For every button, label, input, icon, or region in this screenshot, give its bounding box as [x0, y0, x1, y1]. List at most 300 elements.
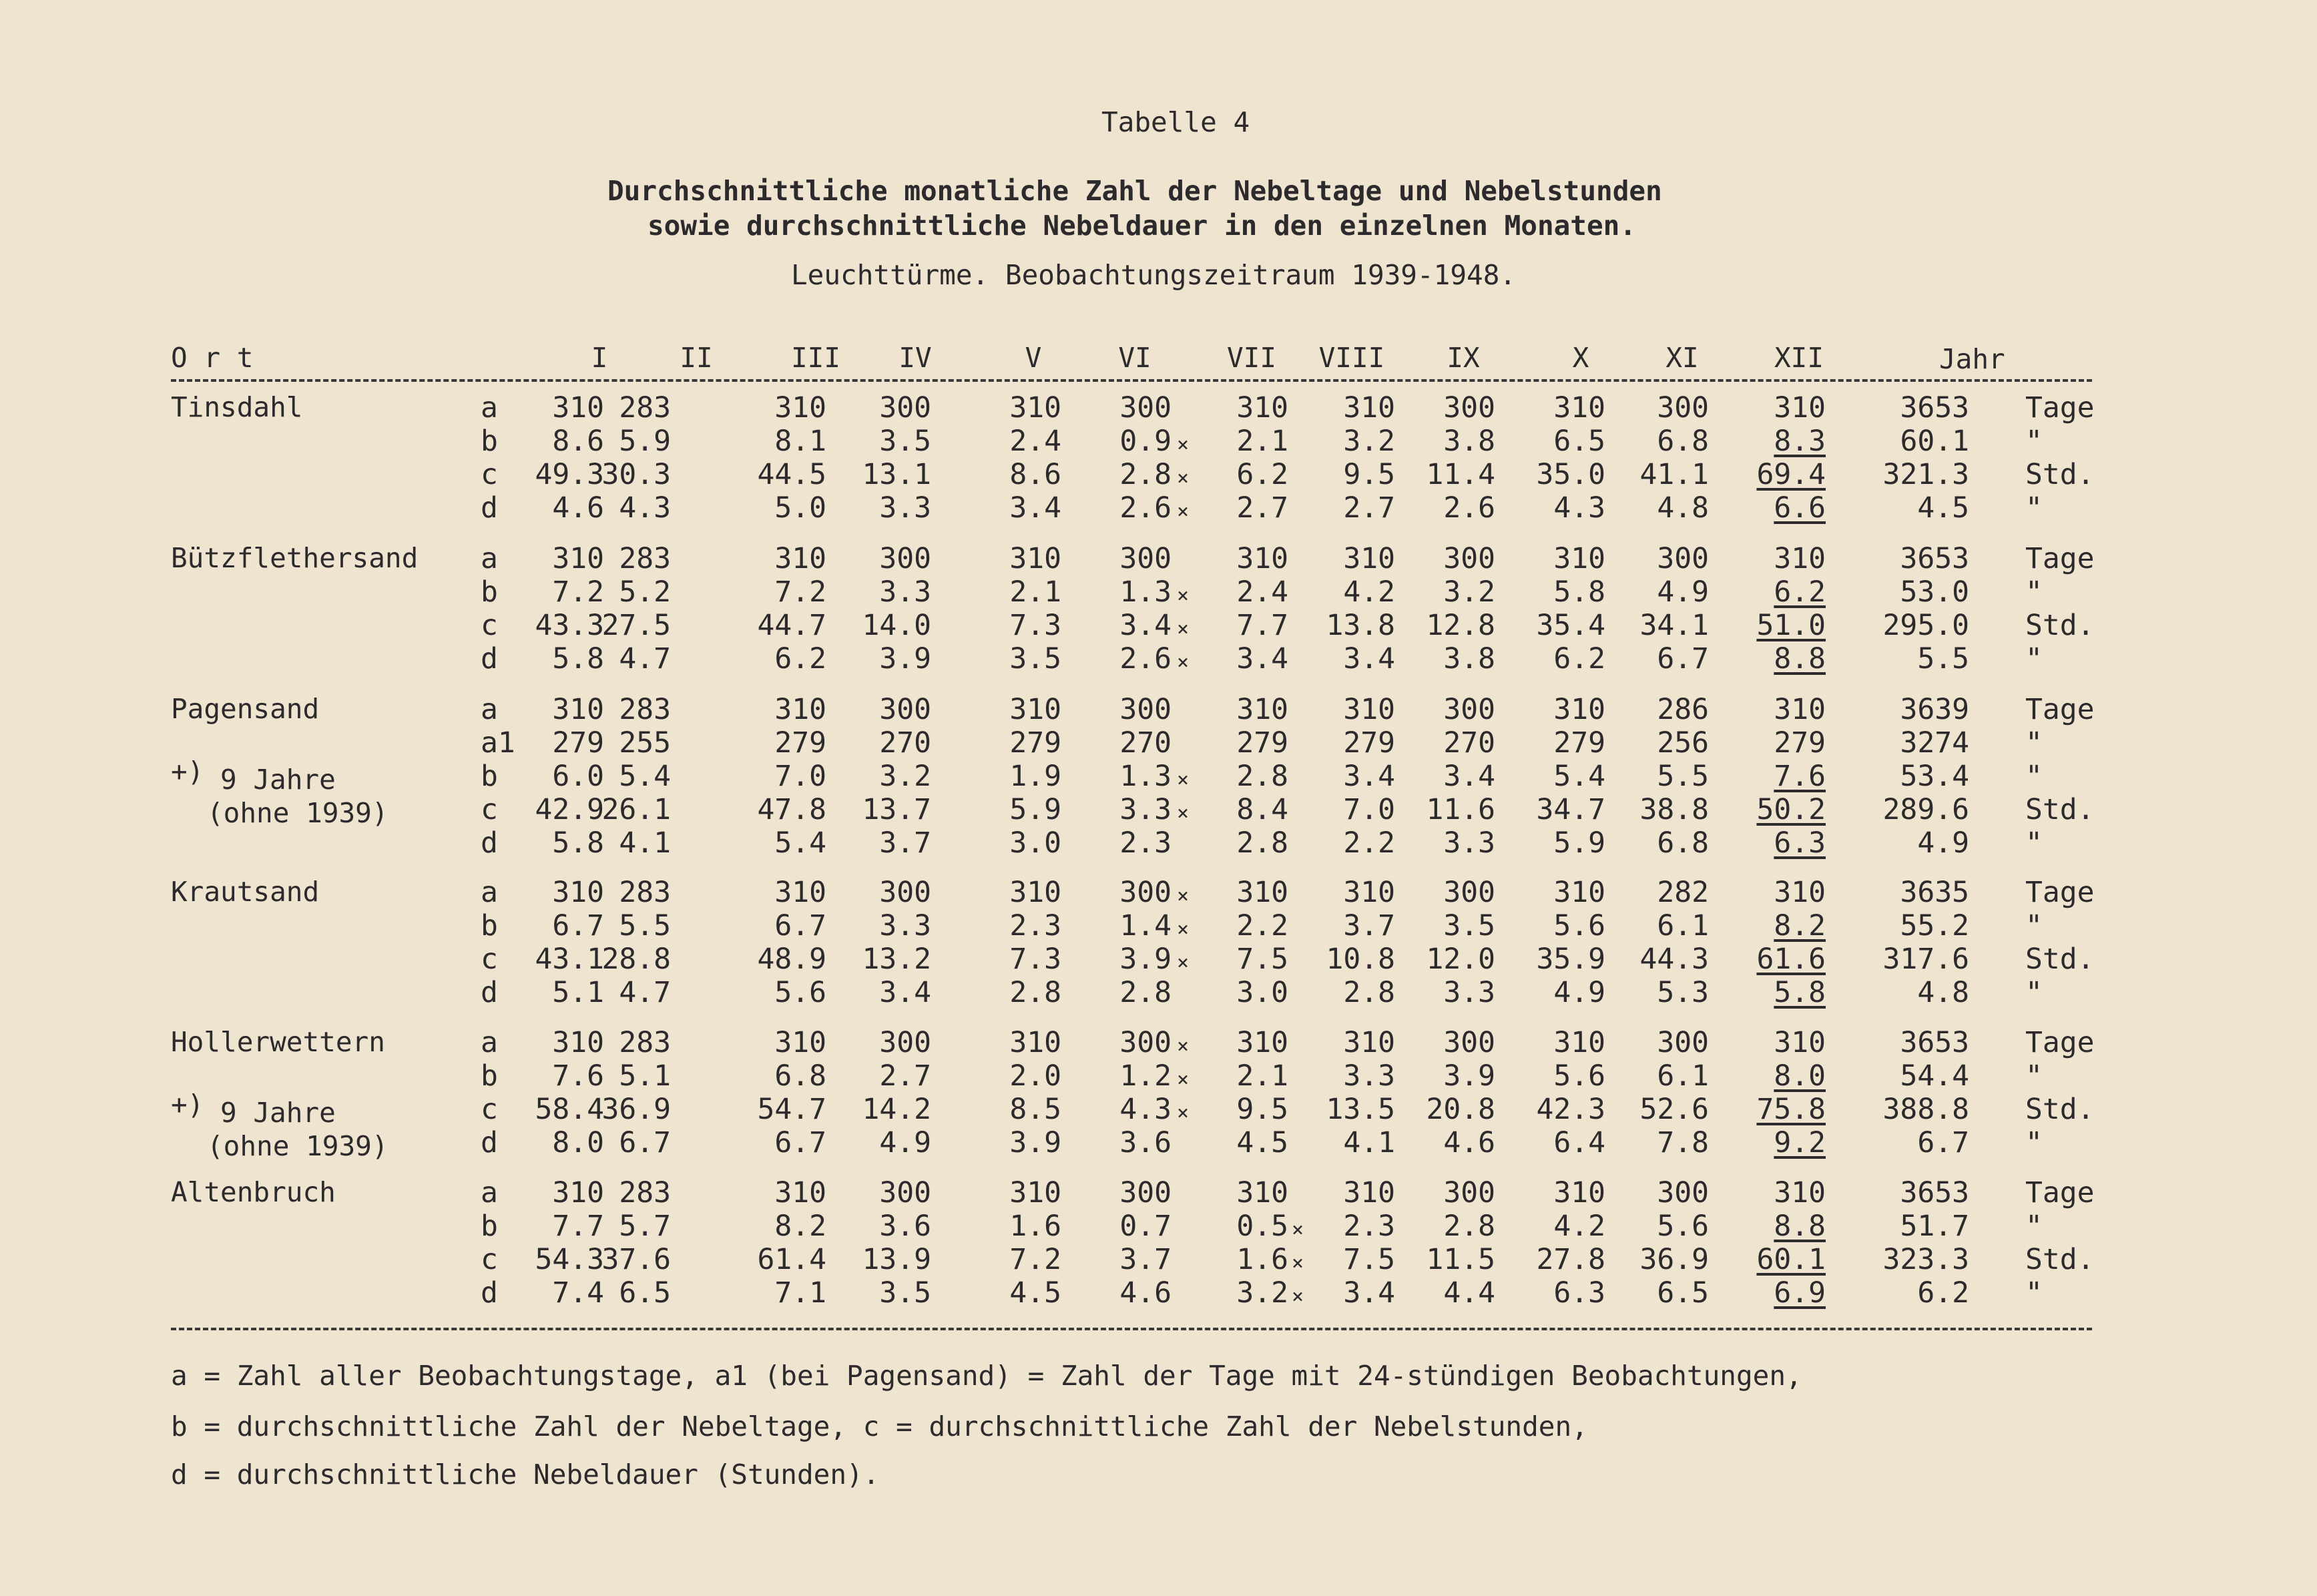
table-cell: 310	[774, 1176, 826, 1210]
year-unit: "	[2025, 575, 2043, 609]
year-unit: "	[2025, 726, 2043, 760]
table-cell: 279	[774, 726, 826, 760]
table-cell: 5.5	[619, 909, 671, 943]
table-cell: 13.1	[862, 458, 931, 491]
year-unit: "	[2025, 642, 2043, 676]
table-cell: 279	[1343, 726, 1395, 760]
annotation-mark: ×	[1177, 500, 1190, 523]
table-cell: 300	[1119, 1026, 1172, 1059]
annotation-mark: ×	[1177, 1068, 1190, 1091]
table-cell: 300	[879, 1176, 931, 1210]
table-cell: 310	[1774, 876, 1826, 909]
table-cell: 7.6	[552, 1059, 604, 1093]
table-cell: 30.3	[601, 458, 671, 491]
table-cell: 27.5	[601, 609, 671, 642]
table-cell: 310	[1236, 1176, 1288, 1210]
table-cell: 2.7	[879, 1059, 931, 1093]
table-cell: 2.3	[1009, 909, 1061, 943]
year-total: 3274	[1900, 726, 1969, 760]
table-cell: 20.8	[1426, 1093, 1495, 1126]
table-cell: 256	[1657, 726, 1709, 760]
table-cell: 6.1	[1657, 909, 1709, 943]
year-unit: Tage	[2025, 876, 2095, 909]
table-cell: 27.8	[1536, 1243, 1605, 1276]
table-cell: 310	[552, 391, 604, 425]
table-cell: 310	[552, 542, 604, 575]
table-cell: 8.2	[774, 1210, 826, 1243]
annotation-mark: ×	[1292, 1218, 1304, 1242]
annotation-mark: ×	[1177, 802, 1190, 825]
table-cell: 7.3	[1009, 609, 1061, 642]
table-cell: 300	[879, 693, 931, 726]
table-cell: 2.2	[1343, 826, 1395, 860]
table-cell: 310	[1774, 1176, 1826, 1210]
table-cell: 6.7	[1657, 642, 1709, 676]
table-cell: 37.6	[601, 1243, 671, 1276]
table-cell: 1.2	[1119, 1059, 1172, 1093]
year-unit: "	[2025, 1210, 2043, 1243]
annotation-mark: ×	[1177, 951, 1190, 975]
table-cell: 310	[1236, 542, 1288, 575]
table-cell: 6.7	[552, 909, 604, 943]
table-cell: 310	[774, 693, 826, 726]
annotation-mark: ×	[1177, 768, 1190, 792]
station-name: Altenbruch	[171, 1176, 336, 1208]
table-cell: 13.7	[862, 793, 931, 826]
table-cell: 6.7	[774, 909, 826, 943]
table-cell: 310	[1774, 391, 1826, 425]
table-cell: 5.9	[1009, 793, 1061, 826]
table-cell: 6.2	[1553, 642, 1605, 676]
table-cell: 3.3	[1443, 976, 1495, 1009]
year-total: 53.4	[1900, 760, 1969, 793]
table-cell: 279	[1553, 726, 1605, 760]
year-total: 6.7	[1917, 1126, 1969, 1159]
table-cell: 310	[1343, 542, 1395, 575]
year-unit: Std.	[2025, 609, 2095, 642]
table-cell: 310	[552, 1176, 604, 1210]
table-cell: 300	[879, 876, 931, 909]
table-title-line-1: Durchschnittliche monatliche Zahl der Nebeltage und Nebelstunden	[607, 175, 1662, 207]
table-cell: 3.9	[1009, 1126, 1061, 1159]
table-cell: 310	[1009, 1026, 1061, 1059]
year-unit: Tage	[2025, 542, 2095, 575]
table-cell: 310	[1553, 693, 1605, 726]
table-cell: 11.6	[1426, 793, 1495, 826]
station-name: Tinsdahl	[171, 391, 303, 423]
table-cell: 58.4	[535, 1093, 604, 1126]
table-cell: 3.2	[1236, 1276, 1288, 1310]
table-cell: 4.3	[1553, 491, 1605, 525]
table-cell: 51.0	[1756, 609, 1826, 642]
table-cell: 3.5	[1443, 909, 1495, 943]
table-cell: 49.3	[535, 458, 604, 491]
table-cell: 4.6	[1119, 1276, 1172, 1310]
column-header-month: VII	[1226, 342, 1277, 374]
station-name: Krautsand	[171, 876, 320, 908]
table-cell: 44.7	[757, 609, 826, 642]
table-cell: 310	[1236, 693, 1288, 726]
table-cell: 310	[552, 693, 604, 726]
table-cell: 4.2	[1343, 575, 1395, 609]
year-total: 54.4	[1900, 1059, 1969, 1093]
table-cell: 5.4	[619, 760, 671, 793]
table-cell: 310	[1343, 1176, 1395, 1210]
column-header-month: V	[1025, 342, 1042, 374]
table-cell: 4.7	[619, 642, 671, 676]
table-cell: 2.8	[1443, 1210, 1495, 1243]
row-key: a	[481, 391, 498, 425]
table-cell: 283	[619, 1176, 671, 1210]
table-cell: 310	[1553, 1176, 1605, 1210]
table-cell: 8.5	[1009, 1093, 1061, 1126]
table-cell: 2.7	[1343, 491, 1395, 525]
station-note-line-2: (ohne 1939)	[207, 797, 389, 829]
row-key: c	[481, 1093, 498, 1126]
table-cell: 6.5	[619, 1276, 671, 1310]
year-unit: Tage	[2025, 1026, 2095, 1059]
table-cell: 5.6	[1553, 1059, 1605, 1093]
station-note-marker: +)	[171, 1089, 204, 1121]
year-total: 3653	[1900, 1176, 1969, 1210]
table-cell: 48.9	[757, 943, 826, 976]
year-unit: "	[2025, 1059, 2043, 1093]
station-note-line-1: 9 Jahre	[220, 1097, 336, 1129]
row-key: b	[481, 425, 498, 458]
year-total: 4.5	[1917, 491, 1969, 525]
table-cell: 5.8	[1553, 575, 1605, 609]
year-unit: Tage	[2025, 391, 2095, 425]
table-cell: 300	[1119, 1176, 1172, 1210]
row-key: c	[481, 458, 498, 491]
year-total: 323.3	[1882, 1243, 1969, 1276]
row-key: b	[481, 575, 498, 609]
year-unit: Std.	[2025, 458, 2095, 491]
table-cell: 5.6	[1657, 1210, 1709, 1243]
table-cell: 6.7	[619, 1126, 671, 1159]
year-unit: Std.	[2025, 793, 2095, 826]
table-cell: 5.5	[1657, 760, 1709, 793]
table-cell: 2.8	[1119, 976, 1172, 1009]
table-cell: 14.2	[862, 1093, 931, 1126]
table-cell: 7.2	[774, 575, 826, 609]
table-cell: 5.1	[552, 976, 604, 1009]
table-cell: 310	[1553, 1026, 1605, 1059]
row-key: b	[481, 1059, 498, 1093]
year-unit: Std.	[2025, 1243, 2095, 1276]
table-cell: 50.2	[1756, 793, 1826, 826]
table-cell: 4.7	[619, 976, 671, 1009]
table-cell: 310	[774, 542, 826, 575]
table-cell: 8.2	[1774, 909, 1826, 943]
table-cell: 3.4	[1119, 609, 1172, 642]
table-cell: 300	[1657, 542, 1709, 575]
table-cell: 300	[1119, 876, 1172, 909]
table-cell: 2.6	[1443, 491, 1495, 525]
year-unit: "	[2025, 1276, 2043, 1310]
table-cell: 7.2	[552, 575, 604, 609]
column-header-month: VIII	[1318, 342, 1385, 374]
table-cell: 2.8	[1009, 976, 1061, 1009]
table-cell: 8.3	[1774, 425, 1826, 458]
row-key: c	[481, 609, 498, 642]
table-cell: 7.5	[1343, 1243, 1395, 1276]
row-key: a	[481, 1026, 498, 1059]
table-cell: 310	[1009, 542, 1061, 575]
annotation-mark: ×	[1177, 1035, 1190, 1058]
table-cell: 5.6	[774, 976, 826, 1009]
year-unit: "	[2025, 1126, 2043, 1159]
table-cell: 2.4	[1009, 425, 1061, 458]
table-cell: 44.5	[757, 458, 826, 491]
table-cell: 7.3	[1009, 943, 1061, 976]
table-cell: 8.6	[552, 425, 604, 458]
column-header-month: X	[1572, 342, 1589, 374]
table-cell: 310	[1553, 542, 1605, 575]
table-cell: 7.7	[1236, 609, 1288, 642]
table-cell: 14.0	[862, 609, 931, 642]
table-cell: 3.2	[879, 760, 931, 793]
row-key: d	[481, 976, 498, 1009]
table-cell: 52.6	[1639, 1093, 1709, 1126]
table-cell: 3.3	[879, 491, 931, 525]
year-unit: Std.	[2025, 943, 2095, 976]
table-cell: 3.2	[1443, 575, 1495, 609]
table-cell: 3.4	[1236, 642, 1288, 676]
table-cell: 3.7	[1343, 909, 1395, 943]
table-cell: 4.1	[619, 826, 671, 860]
table-cell: 300	[879, 542, 931, 575]
legend-line-1: a = Zahl aller Beobachtungstage, a1 (bei Pagensand) = Zahl der Tage mit 24-stündigen Beobachtungen,	[171, 1360, 1802, 1392]
row-key: b	[481, 909, 498, 943]
year-total: 60.1	[1900, 425, 1969, 458]
table-cell: 310	[1553, 876, 1605, 909]
year-total: 6.2	[1917, 1276, 1969, 1310]
table-cell: 5.1	[619, 1059, 671, 1093]
table-cell: 5.8	[552, 826, 604, 860]
table-cell: 4.3	[1119, 1093, 1172, 1126]
annotation-mark: ×	[1177, 884, 1190, 908]
table-cell: 300	[1119, 542, 1172, 575]
table-cell: 300	[1657, 391, 1709, 425]
year-total: 55.2	[1900, 909, 1969, 943]
column-header-month: XI	[1665, 342, 1699, 374]
row-key: a	[481, 876, 498, 909]
table-cell: 3.5	[1009, 642, 1061, 676]
table-cell: 61.6	[1756, 943, 1826, 976]
table-cell: 3.0	[1236, 976, 1288, 1009]
table-cell: 300	[879, 1026, 931, 1059]
table-cell: 7.7	[552, 1210, 604, 1243]
row-key: d	[481, 491, 498, 525]
table-cell: 3.4	[1009, 491, 1061, 525]
table-cell: 300	[1443, 1176, 1495, 1210]
table-cell: 3.9	[879, 642, 931, 676]
year-total: 317.6	[1882, 943, 1969, 976]
annotation-mark: ×	[1177, 584, 1190, 607]
table-cell: 3.6	[1119, 1126, 1172, 1159]
table-cell: 310	[1774, 693, 1826, 726]
table-cell: 4.9	[1657, 575, 1709, 609]
header-rule	[171, 379, 2092, 382]
table-cell: 11.4	[1426, 458, 1495, 491]
table-cell: 300	[1119, 693, 1172, 726]
year-total: 5.5	[1917, 642, 1969, 676]
table-cell: 300	[1119, 391, 1172, 425]
year-total: 3653	[1900, 391, 1969, 425]
legend-line-3: d = durchschnittliche Nebeldauer (Stunden).	[171, 1458, 880, 1491]
table-cell: 7.8	[1657, 1126, 1709, 1159]
table-cell: 6.5	[1553, 425, 1605, 458]
table-cell: 300	[1443, 876, 1495, 909]
year-unit: "	[2025, 760, 2043, 793]
table-cell: 3.5	[879, 425, 931, 458]
table-cell: 270	[1119, 726, 1172, 760]
table-cell: 3.9	[1443, 1059, 1495, 1093]
table-cell: 60.1	[1756, 1243, 1826, 1276]
table-cell: 34.1	[1639, 609, 1709, 642]
table-cell: 3.3	[1443, 826, 1495, 860]
table-cell: 35.0	[1536, 458, 1605, 491]
table-cell: 2.8	[1236, 760, 1288, 793]
table-cell: 54.3	[535, 1243, 604, 1276]
table-cell: 279	[552, 726, 604, 760]
year-unit: Std.	[2025, 1093, 2095, 1126]
annotation-mark: ×	[1292, 1252, 1304, 1275]
row-key: b	[481, 1210, 498, 1243]
bottom-rule	[171, 1328, 2092, 1330]
row-key: c	[481, 943, 498, 976]
table-cell: 0.7	[1119, 1210, 1172, 1243]
table-cell: 5.9	[619, 425, 671, 458]
table-cell: 3.4	[1343, 760, 1395, 793]
table-cell: 7.0	[774, 760, 826, 793]
column-header-month: I	[591, 342, 608, 374]
table-cell: 283	[619, 1026, 671, 1059]
table-cell: 6.5	[1657, 1276, 1709, 1310]
table-cell: 3.3	[1119, 793, 1172, 826]
station-name: Pagensand	[171, 693, 320, 725]
table-cell: 6.2	[774, 642, 826, 676]
table-cell: 6.0	[552, 760, 604, 793]
year-unit: "	[2025, 491, 2043, 525]
row-key: a	[481, 1176, 498, 1210]
table-cell: 300	[1657, 1026, 1709, 1059]
table-cell: 42.3	[1536, 1093, 1605, 1126]
station-note-marker: +)	[171, 756, 204, 788]
table-cell: 4.9	[879, 1126, 931, 1159]
table-cell: 5.8	[1774, 976, 1826, 1009]
table-cell: 35.9	[1536, 943, 1605, 976]
year-total: 388.8	[1882, 1093, 1969, 1126]
table-cell: 310	[1009, 391, 1061, 425]
table-cell: 2.3	[1343, 1210, 1395, 1243]
table-cell: 2.8	[1119, 458, 1172, 491]
table-cell: 12.0	[1426, 943, 1495, 976]
table-cell: 283	[619, 542, 671, 575]
table-cell: 7.5	[1236, 943, 1288, 976]
table-cell: 36.9	[1639, 1243, 1709, 1276]
annotation-mark: ×	[1177, 918, 1190, 941]
table-cell: 1.6	[1236, 1243, 1288, 1276]
table-cell: 6.7	[774, 1126, 826, 1159]
table-cell: 8.6	[1009, 458, 1061, 491]
table-cell: 43.3	[535, 609, 604, 642]
table-cell: 7.1	[774, 1276, 826, 1310]
station-name: Bützflethersand	[171, 542, 419, 574]
row-key: c	[481, 793, 498, 826]
annotation-mark: ×	[1177, 433, 1190, 457]
table-title-line-2: sowie durchschnittliche Nebeldauer in den einzelnen Monaten.	[648, 210, 1637, 242]
table-cell: 3.7	[879, 826, 931, 860]
year-total: 295.0	[1882, 609, 1969, 642]
table-cell: 61.4	[757, 1243, 826, 1276]
table-cell: 6.1	[1657, 1059, 1709, 1093]
table-cell: 75.8	[1756, 1093, 1826, 1126]
table-cell: 4.6	[552, 491, 604, 525]
table-cell: 13.8	[1326, 609, 1395, 642]
table-cell: 310	[552, 876, 604, 909]
year-unit: "	[2025, 425, 2043, 458]
table-cell: 300	[1443, 391, 1495, 425]
table-cell: 310	[1343, 391, 1395, 425]
table-cell: 3.8	[1443, 425, 1495, 458]
annotation-mark: ×	[1177, 617, 1190, 641]
table-cell: 5.7	[619, 1210, 671, 1243]
table-cell: 43.1	[535, 943, 604, 976]
row-key: d	[481, 826, 498, 860]
table-cell: 4.3	[619, 491, 671, 525]
table-cell: 1.6	[1009, 1210, 1061, 1243]
table-cell: 10.8	[1326, 943, 1395, 976]
table-cell: 9.2	[1774, 1126, 1826, 1159]
table-cell: 5.2	[619, 575, 671, 609]
table-cell: 283	[619, 693, 671, 726]
row-key: a	[481, 693, 498, 726]
table-cell: 1.3	[1119, 575, 1172, 609]
table-cell: 310	[1774, 542, 1826, 575]
table-cell: 9.5	[1236, 1093, 1288, 1126]
table-cell: 8.8	[1774, 642, 1826, 676]
table-cell: 0.9	[1119, 425, 1172, 458]
table-cell: 7.6	[1774, 760, 1826, 793]
table-cell: 3.6	[879, 1210, 931, 1243]
table-number: Tabelle 4	[1101, 106, 1250, 138]
table-cell: 300	[1657, 1176, 1709, 1210]
table-cell: 300	[1443, 542, 1495, 575]
table-cell: 4.5	[1009, 1276, 1061, 1310]
table-cell: 6.3	[1774, 826, 1826, 860]
year-total: 3635	[1900, 876, 1969, 909]
table-cell: 5.4	[1553, 760, 1605, 793]
row-key: a1	[481, 726, 515, 760]
table-cell: 6.8	[1657, 425, 1709, 458]
table-cell: 5.8	[552, 642, 604, 676]
table-subtitle: Leuchttürme. Beobachtungszeitraum 1939-1948.	[791, 259, 1517, 291]
table-cell: 5.3	[1657, 976, 1709, 1009]
table-cell: 4.1	[1343, 1126, 1395, 1159]
table-cell: 5.4	[774, 826, 826, 860]
table-cell: 28.8	[601, 943, 671, 976]
table-cell: 11.5	[1426, 1243, 1495, 1276]
row-key: a	[481, 542, 498, 575]
table-cell: 6.8	[774, 1059, 826, 1093]
table-cell: 310	[1236, 876, 1288, 909]
table-cell: 36.9	[601, 1093, 671, 1126]
table-cell: 6.6	[1774, 491, 1826, 525]
table-cell: 4.8	[1657, 491, 1709, 525]
table-cell: 255	[619, 726, 671, 760]
